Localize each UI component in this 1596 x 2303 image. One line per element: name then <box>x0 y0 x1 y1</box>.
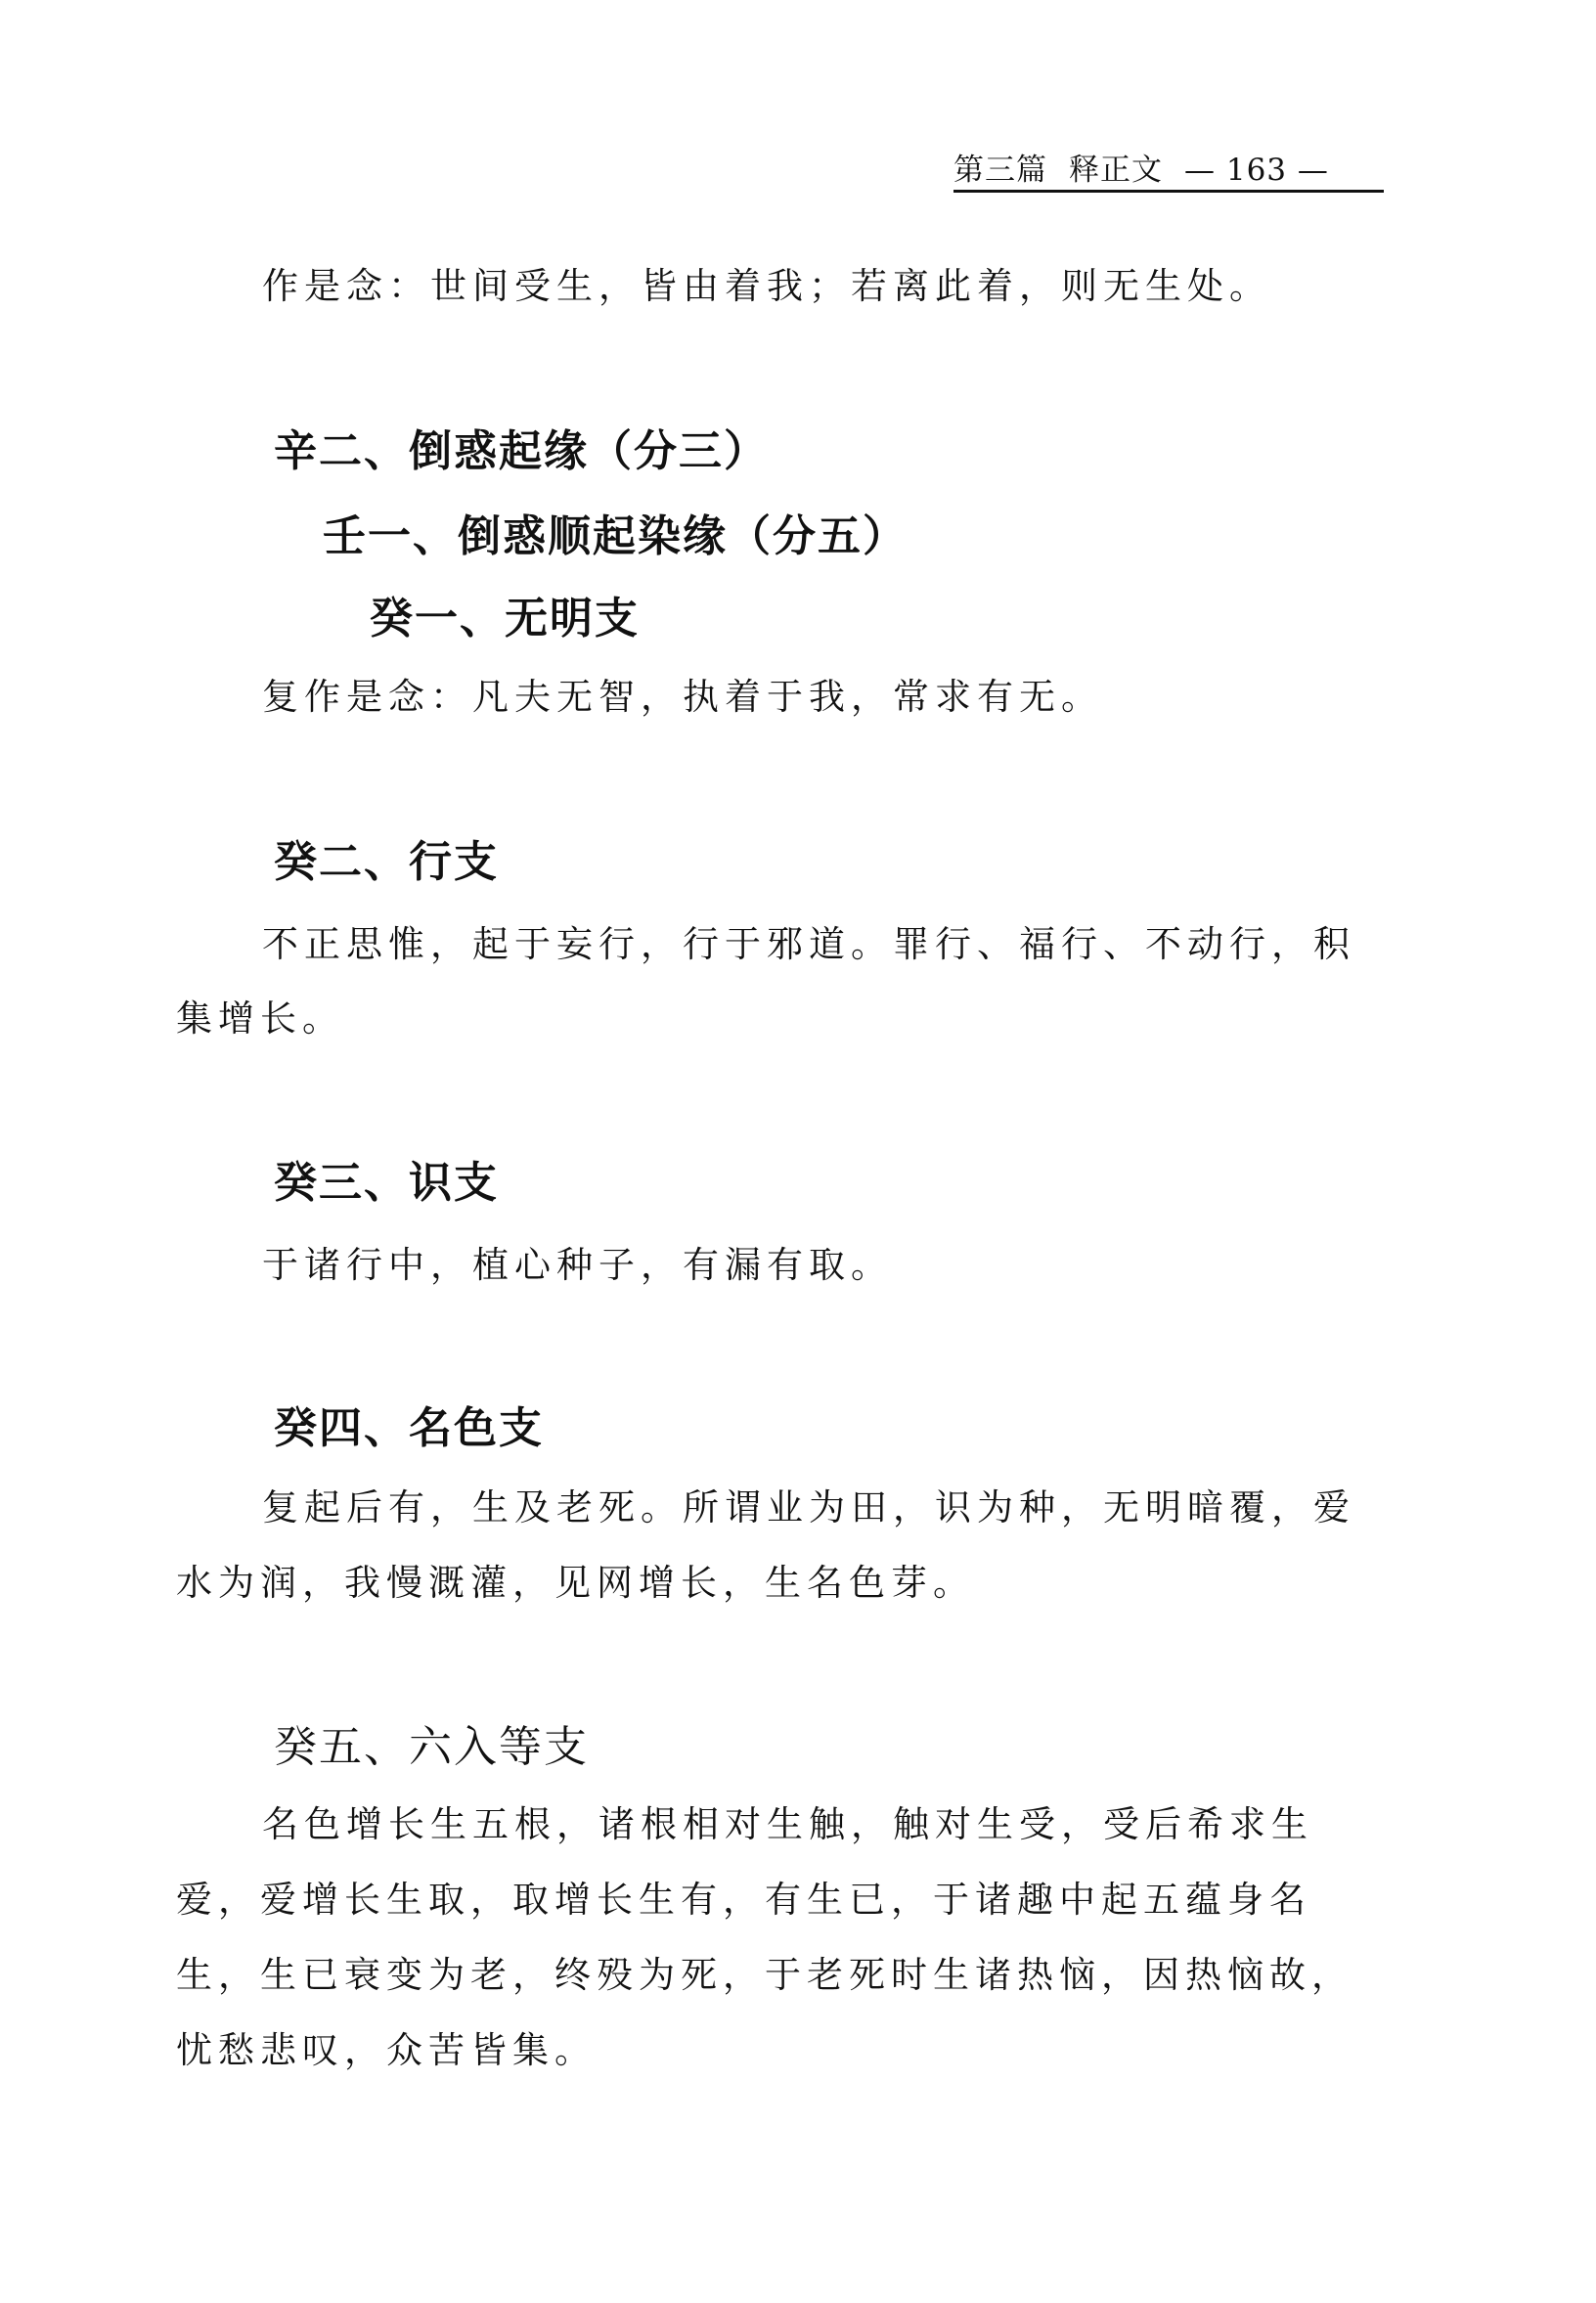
running-header <box>953 145 1384 193</box>
item-heading: 癸五、六入等支 <box>274 1722 589 1772</box>
paragraph-line: 集增长。 <box>176 997 344 1040</box>
paragraph-line: 不正思惟，起于妄行，行于邪道。罪行、福行、不动行，积 <box>262 923 1355 965</box>
paragraph-line: 于诸行中，植心种子，有漏有取。 <box>262 1244 893 1286</box>
page-number: — 163 — <box>1184 153 1329 188</box>
paragraph-line: 名色增长生五根，诸根相对生触，触对生受，受后希求生 <box>262 1803 1313 1845</box>
paragraph-line: 复起后有，生及老死。所谓业为田，识为种，无明暗覆，爱 <box>262 1486 1355 1528</box>
item-heading: 癸四、名色支 <box>274 1403 544 1453</box>
item-heading: 癸二、行支 <box>274 837 499 887</box>
chapter-label: 第三篇 <box>953 153 1047 188</box>
paragraph-line: 复作是念：凡夫无智，执着于我，常求有无。 <box>262 676 1103 718</box>
subsection-heading: 壬一、倒惑顺起染缘（分五） <box>323 511 908 561</box>
section-heading: 辛二、倒惑起缘（分三） <box>274 426 769 476</box>
paragraph-line: 爱，爱增长生取，取增长生有，有生已，于诸趣中起五蕴身名 <box>176 1879 1311 1921</box>
paragraph-line: 水为润，我慢溉灌，见网增长，生名色芽。 <box>176 1562 975 1604</box>
paragraph-line: 生，生已衰变为老，终殁为死，于老死时生诸热恼，因热恼故， <box>176 1954 1353 1996</box>
paragraph-line: 忧愁悲叹，众苦皆集。 <box>176 2029 597 2071</box>
item-heading: 癸一、无明支 <box>370 594 640 643</box>
paragraph-line: 作是念：世间受生，皆由着我；若离此着，则无生处。 <box>262 265 1271 307</box>
item-heading: 癸三、识支 <box>274 1158 499 1208</box>
section-label: 释正文 <box>1069 153 1163 188</box>
